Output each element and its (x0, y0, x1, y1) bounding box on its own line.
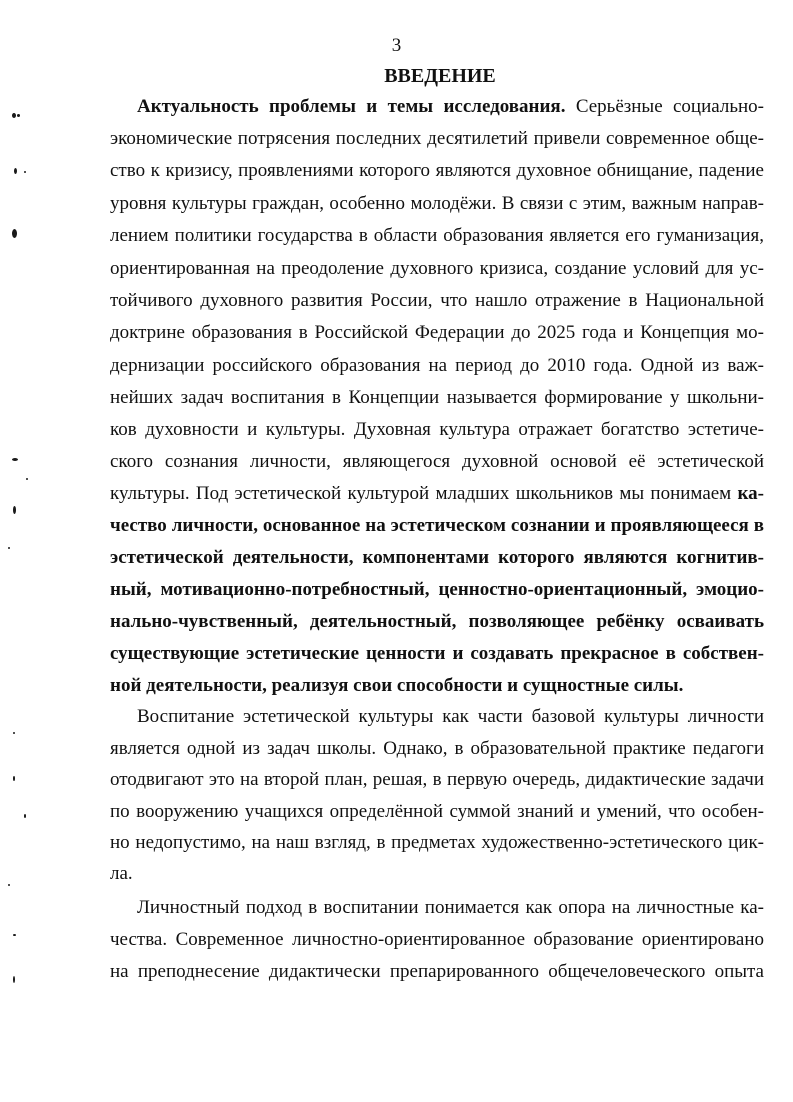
text-line: отодвигают это на второй план, решая, в первую очередь, дидактические задачи (110, 769, 764, 790)
text-fragment-bold: ка- (737, 483, 764, 504)
page-number: 3 (391, 35, 402, 56)
text-line (110, 482, 764, 506)
text-line: Воспитание эстетической культуры как части базовой культуры личности (137, 706, 764, 727)
scan-speck (17, 114, 20, 117)
scan-speck (14, 168, 17, 174)
scan-speck (13, 976, 15, 983)
scan-speck (8, 547, 10, 549)
scan-speck (12, 113, 16, 118)
text-line: на преподнесение дидактически препарированного общечеловеческого опыта (110, 961, 764, 982)
text-line: ство к кризису, проявлениями которого являются духовное обнищание, падение (110, 160, 764, 181)
text-line: ков духовности и культуры. Духовная культура отражает богатство эстетиче- (110, 419, 764, 440)
text-line: ной деятельности, реализуя свои способности и сущностные силы. (110, 675, 684, 696)
text-line: ный, мотивационно-потребностный, ценностно-ориентационный, эмоцио- (110, 579, 764, 600)
scan-speck (13, 934, 16, 936)
text-line: тойчивого духовного развития России, что нашло отражение в Национальной (110, 290, 764, 311)
scan-speck (13, 732, 15, 734)
text-fragment: Серьёзные социально- (565, 96, 764, 117)
text-line: является одной из задач школы. Однако, в образовательной практике педагоги (110, 738, 764, 759)
text-line: ского сознания личности, являющегося духовной основой её эстетической (110, 451, 764, 472)
scan-speck (12, 229, 17, 238)
scan-speck (24, 171, 26, 173)
scan-speck (8, 884, 10, 886)
text-line: нейших задач воспитания в Концепции называется формирование у школьни- (110, 387, 764, 408)
scan-speck (24, 814, 26, 818)
text-line: существующие эстетические ценности и создавать прекрасное в собствен- (110, 643, 764, 664)
text-line: лением политики государства в области образования является его гуманизация, (110, 225, 764, 246)
scan-speck (12, 458, 18, 461)
text-line: нально-чувственный, деятельностный, позволяющее ребёнку осваивать (110, 611, 764, 632)
text-line: чество личности, основанное на эстетическом сознании и проявляющееся в (110, 515, 764, 536)
text-line: по вооружению учащихся определённой суммой знаний и умений, что особен- (110, 801, 764, 822)
text-line: но недопустимо, на наш взгляд, в предметах художественно-эстетического цик- (110, 832, 764, 853)
text-line: экономические потрясения последних десятилетий привели современное обще- (110, 128, 764, 149)
section-lead: Актуальность проблемы и темы исследования. (137, 96, 566, 117)
text-line: дернизации российского образования на период до 2010 года. Одной из важ- (110, 355, 764, 376)
scan-speck (13, 506, 16, 514)
text-line: Личностный подход в воспитании понимается как опора на личностные ка- (137, 897, 764, 918)
text-line: ла. (110, 863, 133, 884)
text-line: уровня культуры граждан, особенно молодёжи. В связи с этим, важным направ- (110, 193, 764, 214)
page-title: ВВЕДЕНИЕ (384, 65, 496, 87)
scan-speck (26, 478, 28, 480)
text-line: доктрине образования в Российской Федерации до 2025 года и Концепция мо- (110, 322, 764, 343)
text-line (137, 95, 764, 119)
scan-speck (13, 776, 15, 781)
text-line: эстетической деятельности, компонентами которого являются когнитив- (110, 547, 764, 568)
text-line: чества. Современное личностно-ориентированное образование ориентировано (110, 929, 764, 950)
text-line: ориентированная на преодоление духовного кризиса, создание условий для ус- (110, 258, 764, 279)
text-fragment: культуры. Под эстетической культурой младших школьников мы понимаем (110, 483, 738, 504)
